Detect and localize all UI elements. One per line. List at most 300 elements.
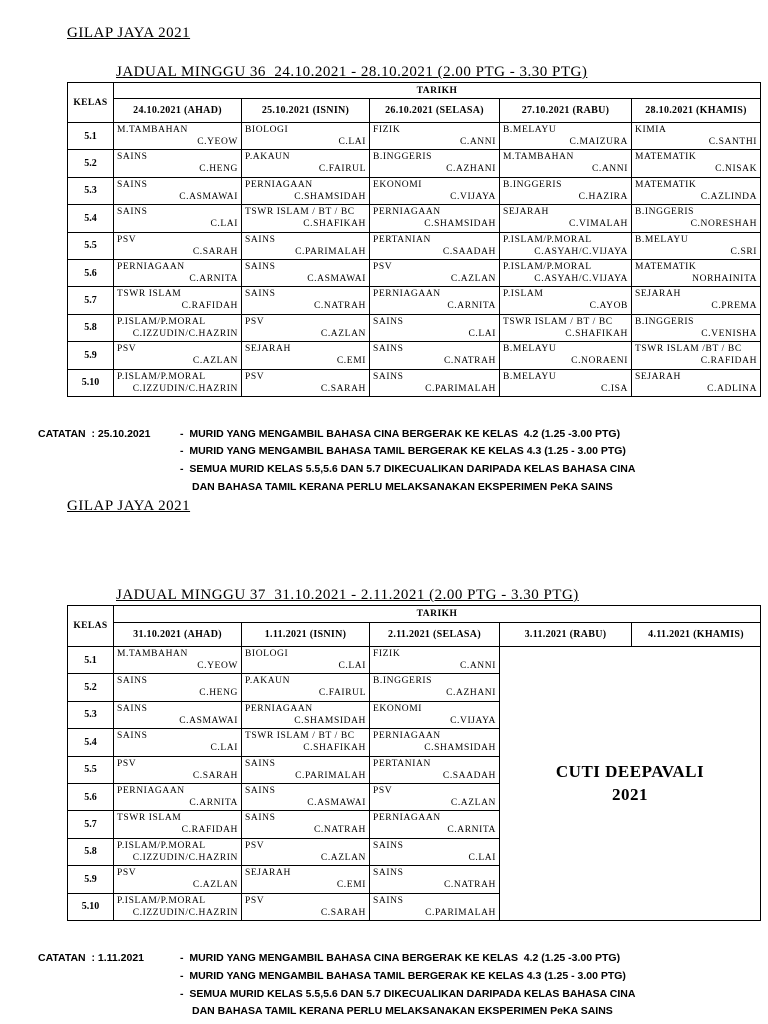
timetable-cell — [632, 205, 761, 232]
teacher-name: C.RAFIDAH — [181, 301, 238, 312]
timetable-cell — [242, 369, 370, 396]
subject-name: P.ISLAM/P.MORAL — [503, 261, 592, 272]
school-title: GILAP JAYA 2021 — [67, 498, 191, 514]
teacher-name: C.YEOW — [197, 661, 238, 671]
timetable-cell — [370, 783, 500, 810]
timetable-cell — [114, 123, 242, 150]
timetable-cell — [114, 232, 242, 259]
teacher-name: C.VIJAYA — [450, 191, 496, 202]
subject-name: SAINS — [245, 813, 276, 824]
subject-name: BIOLOGI — [245, 125, 289, 135]
teacher-name: C.SHAFIKAH — [303, 743, 366, 754]
timetable-cell — [370, 701, 500, 728]
timetable-cell — [242, 674, 370, 701]
class-label: 5.9 — [68, 342, 114, 369]
note-line: - SEMUA MURID KELAS 5.5,5.6 DAN 5.7 DIKECUALIKAN DARIPADA KELAS BAHASA CINA — [180, 462, 636, 475]
subject-name: PERNIAGAAN — [373, 731, 441, 742]
teacher-name: C.PARIMALAH — [425, 383, 496, 394]
teacher-name: C.AZLAN — [192, 356, 238, 367]
subject-name: B.MELAYU — [503, 344, 557, 355]
subject-name: B.MELAYU — [635, 234, 689, 245]
subject-name: MATEMATIK — [635, 261, 697, 272]
teacher-name: C.SAADAH — [442, 246, 496, 257]
teacher-name: C.HENG — [199, 688, 238, 699]
timetable-cell — [500, 123, 632, 150]
day-header: 1.11.2021 (ISNIN) — [242, 623, 370, 647]
timetable-cell — [242, 232, 370, 259]
class-label: 5.3 — [68, 701, 114, 728]
timetable-cell — [114, 756, 242, 783]
teacher-name: C.NATRAH — [443, 880, 496, 891]
subject-name: M.TAMBAHAN — [117, 125, 188, 135]
timetable-cell — [370, 369, 500, 396]
teacher-name: C.SHAMSIDAH — [424, 219, 496, 230]
class-label: 5.4 — [68, 729, 114, 756]
timetable-cell — [242, 783, 370, 810]
subject-name: PERTANIAN — [373, 234, 431, 245]
schedule-heading: JADUAL MINGGU 37 31.10.2021 - 2.11.2021 (2.00 PTG - 3.30 PTG) — [116, 587, 579, 603]
class-row — [68, 150, 761, 177]
day-header: 26.10.2021 (SELASA) — [370, 99, 500, 123]
timetable-body — [68, 123, 761, 397]
subject-name: SAINS — [117, 207, 148, 218]
timetable-cell — [632, 287, 761, 314]
teacher-name: C.ARNITA — [447, 825, 496, 836]
timetable-cell — [242, 756, 370, 783]
teacher-name: C.SHAFIKAH — [565, 328, 628, 339]
subject-name: P.AKAUN — [245, 152, 291, 163]
subject-name: PERNIAGAAN — [117, 785, 185, 796]
subject-name: SAINS — [245, 785, 276, 796]
subject-name: SAINS — [117, 703, 148, 714]
timetable-cell — [242, 177, 370, 204]
kelas-header: KELAS — [68, 606, 114, 647]
notes-label: CATATAN : 25.10.2021 — [38, 427, 151, 440]
teacher-name: C.SARAH — [320, 907, 366, 918]
subject-name: SAINS — [117, 179, 148, 190]
kelas-header: KELAS — [68, 83, 114, 123]
subject-name: PSV — [117, 868, 137, 879]
subject-name: B.MELAYU — [503, 125, 557, 135]
timetable-cell — [370, 232, 500, 259]
timetable-cell — [632, 177, 761, 204]
class-row — [68, 123, 761, 150]
timetable-cell — [114, 287, 242, 314]
teacher-name: C.EMI — [336, 880, 366, 891]
subject-name: FIZIK — [373, 649, 401, 659]
subject-name: M.TAMBAHAN — [117, 649, 188, 659]
class-label: 5.6 — [68, 259, 114, 286]
class-label: 5.6 — [68, 783, 114, 810]
class-row — [68, 232, 761, 259]
teacher-name: C.RAFIDAH — [700, 356, 758, 367]
teacher-name: C.ASMAWAI — [307, 273, 366, 284]
subject-name: B.INGGERIS — [635, 316, 695, 327]
subject-name: EKONOMI — [373, 703, 423, 714]
teacher-name: C.ARNITA — [189, 797, 238, 808]
timetable-cell — [370, 674, 500, 701]
timetable-cell — [114, 314, 242, 341]
teacher-name: C.SARAH — [320, 383, 366, 394]
timetable-cell — [370, 811, 500, 838]
teacher-name: C.HAZIRA — [578, 191, 628, 202]
class-row — [68, 259, 761, 286]
timetable-cell — [114, 177, 242, 204]
class-label: 5.4 — [68, 205, 114, 232]
teacher-name: C.LAI — [338, 661, 366, 671]
subject-name: SEJARAH — [245, 868, 291, 879]
subject-name: BIOLOGI — [245, 649, 289, 659]
subject-name: M.TAMBAHAN — [503, 152, 574, 163]
subject-name: PSV — [245, 895, 265, 906]
day-header: 27.10.2021 (RABU) — [500, 99, 632, 123]
note-line: - MURID YANG MENGAMBIL BAHASA CINA BERGERAK KE KELAS 4.2 (1.25 -3.00 PTG) — [180, 427, 621, 440]
class-label: 5.5 — [68, 232, 114, 259]
subject-name: SAINS — [373, 868, 404, 879]
teacher-name: C.LAI — [468, 852, 496, 863]
subject-name: SAINS — [373, 344, 404, 355]
subject-name: SAINS — [117, 152, 148, 163]
subject-name: SAINS — [373, 840, 404, 851]
subject-name: PERNIAGAAN — [245, 179, 313, 190]
teacher-name: C.ASMAWAI — [179, 191, 238, 202]
class-label: 5.8 — [68, 314, 114, 341]
timetable-cell — [370, 838, 500, 865]
teacher-name: C.ASYAH/C.VIJAYA — [534, 246, 628, 257]
timetable-cell — [500, 287, 632, 314]
teacher-name: C.NATRAH — [443, 356, 496, 367]
teacher-name: C.AZLAN — [450, 797, 496, 808]
tarikh-header: TARIKH — [114, 606, 761, 623]
teacher-name: C.ISA — [600, 383, 628, 394]
teacher-name: C.SANTHI — [708, 137, 758, 147]
teacher-name: C.SARAH — [192, 770, 238, 781]
timetable-cell — [114, 674, 242, 701]
timetable-cell — [242, 314, 370, 341]
subject-name: SAINS — [373, 316, 404, 327]
teacher-name: C.NISAK — [715, 164, 758, 175]
subject-name: SAINS — [245, 261, 276, 272]
timetable-cell — [500, 150, 632, 177]
teacher-name: C.ASMAWAI — [307, 797, 366, 808]
subject-name: TSWR ISLAM — [117, 289, 182, 300]
class-row — [68, 287, 761, 314]
teacher-name: C.VIJAYA — [450, 715, 496, 726]
timetable-cell — [242, 811, 370, 838]
teacher-name: C.NORESHAH — [690, 219, 758, 230]
teacher-name: C.IZZUDIN/C.HAZRIN — [132, 907, 238, 918]
timetable-cell — [370, 177, 500, 204]
teacher-name: C.AZLAN — [450, 273, 496, 284]
teacher-name: C.SHAMSIDAH — [294, 191, 366, 202]
teacher-name: C.NORAENI — [571, 356, 628, 367]
day-header: 28.10.2021 (KHAMIS) — [632, 99, 761, 123]
class-label: 5.2 — [68, 150, 114, 177]
teacher-name: C.VIMALAH — [569, 219, 628, 230]
class-label: 5.9 — [68, 866, 114, 893]
day-header: 25.10.2021 (ISNIN) — [242, 99, 370, 123]
teacher-name: C.FAIRUL — [318, 164, 366, 175]
timetable-cell — [370, 866, 500, 893]
timetable-cell — [500, 369, 632, 396]
class-label: 5.2 — [68, 674, 114, 701]
teacher-name: C.HENG — [199, 164, 238, 175]
school-title: GILAP JAYA 2021 — [67, 25, 191, 41]
subject-name: P.ISLAM/P.MORAL — [503, 234, 592, 245]
teacher-name: C.SRI — [730, 246, 758, 257]
timetable-cell — [242, 701, 370, 728]
teacher-name: C.IZZUDIN/C.HAZRIN — [132, 383, 238, 394]
timetable-cell — [500, 259, 632, 286]
timetable-cell — [632, 314, 761, 341]
timetable-cell — [370, 259, 500, 286]
subject-name: SEJARAH — [503, 207, 549, 218]
timetable-cell — [242, 259, 370, 286]
timetable-cell — [114, 259, 242, 286]
class-row — [68, 205, 761, 232]
timetable-cell — [632, 150, 761, 177]
timetable-cell — [370, 205, 500, 232]
subject-name: PSV — [373, 261, 393, 272]
teacher-name: C.AZHANI — [446, 164, 496, 175]
teacher-name: C.NATRAH — [313, 825, 366, 836]
subject-name: B.INGGERIS — [373, 152, 433, 163]
timetable-cell — [632, 232, 761, 259]
subject-name: PSV — [245, 840, 265, 851]
subject-name: PSV — [245, 371, 265, 382]
subject-name: EKONOMI — [373, 179, 423, 190]
timetable-cell — [114, 866, 242, 893]
timetable-cell — [500, 177, 632, 204]
class-label: 5.7 — [68, 287, 114, 314]
timetable-cell — [370, 150, 500, 177]
teacher-name: C.ANNI — [459, 137, 496, 147]
subject-name: TSWR ISLAM / BT / BC — [245, 207, 355, 218]
teacher-name: C.LAI — [468, 328, 496, 339]
holiday-title: CUTI DEEPAVALI — [555, 762, 705, 782]
subject-name: PERNIAGAAN — [373, 289, 441, 300]
timetable-cell — [114, 342, 242, 369]
subject-name: PERNIAGAAN — [373, 207, 441, 218]
teacher-name: C.ASYAH/C.VIJAYA — [534, 273, 628, 284]
subject-name: SAINS — [245, 289, 276, 300]
subject-name: PERNIAGAAN — [117, 261, 185, 272]
timetable-cell — [242, 123, 370, 150]
timetable-cell — [114, 893, 242, 920]
teacher-name: C.PARIMALAH — [425, 907, 496, 918]
timetable-cell — [370, 123, 500, 150]
timetable-cell — [114, 205, 242, 232]
timetable-cell — [114, 150, 242, 177]
subject-name: TSWR ISLAM / BT / BC — [245, 731, 355, 742]
timetable-cell — [242, 342, 370, 369]
subject-name: PERTANIAN — [373, 758, 431, 769]
subject-name: SEJARAH — [635, 371, 681, 382]
subject-name: SEJARAH — [245, 344, 291, 355]
teacher-name: C.SARAH — [192, 246, 238, 257]
teacher-name: C.ARNITA — [447, 301, 496, 312]
subject-name: P.ISLAM/P.MORAL — [117, 316, 206, 327]
teacher-name: C.LAI — [210, 743, 238, 754]
subject-name: MATEMATIK — [635, 152, 697, 163]
class-label: 5.5 — [68, 756, 114, 783]
timetable-cell — [242, 287, 370, 314]
day-header: 3.11.2021 (RABU) — [500, 623, 632, 647]
timetable-cell — [114, 701, 242, 728]
timetable-cell — [114, 811, 242, 838]
timetable-cell — [500, 314, 632, 341]
subject-name: SAINS — [117, 731, 148, 742]
teacher-name: C.PREMA — [711, 301, 758, 312]
timetable-cell — [370, 729, 500, 756]
class-row — [68, 647, 761, 674]
subject-name: B.INGGERIS — [373, 676, 433, 687]
subject-name: KIMIA — [635, 125, 667, 135]
subject-name: SAINS — [245, 758, 276, 769]
note-line: - MURID YANG MENGAMBIL BAHASA TAMIL BERGERAK KE KELAS 4.3 (1.25 - 3.00 PTG) — [180, 969, 626, 982]
subject-name: SAINS — [245, 234, 276, 245]
class-row — [68, 314, 761, 341]
timetable-cell — [632, 259, 761, 286]
subject-name: SAINS — [373, 895, 404, 906]
subject-name: P.AKAUN — [245, 676, 291, 687]
teacher-name: C.SHAMSIDAH — [424, 743, 496, 754]
note-line: - MURID YANG MENGAMBIL BAHASA CINA BERGERAK KE KELAS 4.2 (1.25 -3.00 PTG) — [180, 951, 621, 964]
timetable-cell — [242, 893, 370, 920]
subject-name: TSWR ISLAM — [117, 813, 182, 824]
note-line: DAN BAHASA TAMIL KERANA PERLU MELAKSANAKAN EKSPERIMEN PeKA SAINS — [192, 480, 613, 493]
schedule-heading: JADUAL MINGGU 36 24.10.2021 - 28.10.2021 (2.00 PTG - 3.30 PTG) — [116, 64, 588, 80]
timetable-cell — [242, 647, 370, 674]
class-label: 5.3 — [68, 177, 114, 204]
teacher-name: C.PARIMALAH — [295, 770, 366, 781]
teacher-name: C.PARIMALAH — [295, 246, 366, 257]
timetable-cell — [370, 342, 500, 369]
class-row — [68, 369, 761, 396]
teacher-name: C.AZHANI — [446, 688, 496, 699]
teacher-name: C.LAI — [210, 219, 238, 230]
timetable-cell — [500, 205, 632, 232]
notes-label: CATATAN : 1.11.2021 — [38, 951, 145, 964]
timetable-cell — [632, 342, 761, 369]
timetable-cell — [370, 756, 500, 783]
subject-name: P.ISLAM/P.MORAL — [117, 840, 206, 851]
note-line: - SEMUA MURID KELAS 5.5,5.6 DAN 5.7 DIKECUALIKAN DARIPADA KELAS BAHASA CINA — [180, 987, 636, 1000]
teacher-name: C.ARNITA — [189, 273, 238, 284]
teacher-name: C.YEOW — [197, 137, 238, 147]
teacher-name: C.VENISHA — [701, 328, 758, 339]
class-label: 5.8 — [68, 838, 114, 865]
timetable-cell — [242, 205, 370, 232]
timetable-cell — [242, 150, 370, 177]
teacher-name: C.AZLAN — [320, 852, 366, 863]
subject-name: P.ISLAM/P.MORAL — [117, 371, 206, 382]
timetable-cell — [114, 783, 242, 810]
timetable-cell — [632, 123, 761, 150]
day-header: 2.11.2021 (SELASA) — [370, 623, 500, 647]
subject-name: P.ISLAM/P.MORAL — [117, 895, 206, 906]
subject-name: PERNIAGAAN — [245, 703, 313, 714]
timetable-cell — [632, 369, 761, 396]
teacher-name: NORHAINITA — [692, 273, 758, 284]
teacher-name: C.SAADAH — [442, 770, 496, 781]
teacher-name: C.AYOB — [589, 301, 628, 312]
subject-name: P.ISLAM — [503, 289, 544, 300]
subject-name: SAINS — [117, 676, 148, 687]
teacher-name: C.MAIZURA — [569, 137, 628, 147]
timetable-cell — [114, 647, 242, 674]
holiday-year: 2021 — [612, 785, 649, 805]
teacher-name: C.AZLAN — [192, 880, 238, 891]
class-label: 5.1 — [68, 647, 114, 674]
teacher-name: C.AZLAN — [320, 328, 366, 339]
subject-name: PSV — [117, 234, 137, 245]
subject-name: PERNIAGAAN — [373, 813, 441, 824]
timetable-cell — [500, 342, 632, 369]
subject-name: PSV — [117, 758, 137, 769]
timetable-cell — [370, 893, 500, 920]
holiday-cell — [500, 647, 761, 921]
teacher-name: C.LAI — [338, 137, 366, 147]
timetable-week-37 — [67, 605, 761, 921]
day-header: 4.11.2021 (KHAMIS) — [632, 623, 761, 647]
subject-name: PSV — [245, 316, 265, 327]
timetable-cell — [370, 647, 500, 674]
teacher-name: C.IZZUDIN/C.HAZRIN — [132, 852, 238, 863]
teacher-name: C.SHAFIKAH — [303, 219, 366, 230]
subject-name: SEJARAH — [635, 289, 681, 300]
timetable-cell — [114, 369, 242, 396]
timetable-cell — [370, 314, 500, 341]
timetable-cell — [242, 729, 370, 756]
subject-name: B.INGGERIS — [635, 207, 695, 218]
timetable-cell — [114, 729, 242, 756]
timetable-cell — [242, 838, 370, 865]
timetable-body — [68, 647, 761, 921]
tarikh-header: TARIKH — [114, 83, 761, 99]
subject-name: FIZIK — [373, 125, 401, 135]
timetable-cell — [500, 232, 632, 259]
teacher-name: C.SHAMSIDAH — [294, 715, 366, 726]
subject-name: PSV — [373, 785, 393, 796]
class-label: 5.7 — [68, 811, 114, 838]
teacher-name: C.IZZUDIN/C.HAZRIN — [132, 328, 238, 339]
teacher-name: C.FAIRUL — [318, 688, 366, 699]
teacher-name: C.ASMAWAI — [179, 715, 238, 726]
class-row — [68, 342, 761, 369]
teacher-name: C.RAFIDAH — [181, 825, 238, 836]
teacher-name: C.ANNI — [591, 164, 628, 175]
day-header: 31.10.2021 (AHAD) — [114, 623, 242, 647]
subject-name: PSV — [117, 344, 137, 355]
class-row — [68, 177, 761, 204]
timetable-cell — [242, 866, 370, 893]
teacher-name: C.AZLINDA — [700, 191, 758, 202]
teacher-name: C.NATRAH — [313, 301, 366, 312]
teacher-name: C.ANNI — [459, 661, 496, 671]
teacher-name: C.ADLINA — [707, 383, 758, 394]
class-label: 5.10 — [68, 369, 114, 396]
day-header: 24.10.2021 (AHAD) — [114, 99, 242, 123]
subject-name: MATEMATIK — [635, 179, 697, 190]
subject-name: B.MELAYU — [503, 371, 557, 382]
note-line: DAN BAHASA TAMIL KERANA PERLU MELAKSANAKAN EKSPERIMEN PeKA SAINS — [192, 1005, 613, 1017]
class-label: 5.1 — [68, 123, 114, 150]
note-line: - MURID YANG MENGAMBIL BAHASA TAMIL BERGERAK KE KELAS 4.3 (1.25 - 3.00 PTG) — [180, 444, 626, 457]
subject-name: B.INGGERIS — [503, 179, 563, 190]
subject-name: TSWR ISLAM / BT / BC — [503, 316, 613, 327]
timetable-week-36 — [67, 82, 761, 397]
